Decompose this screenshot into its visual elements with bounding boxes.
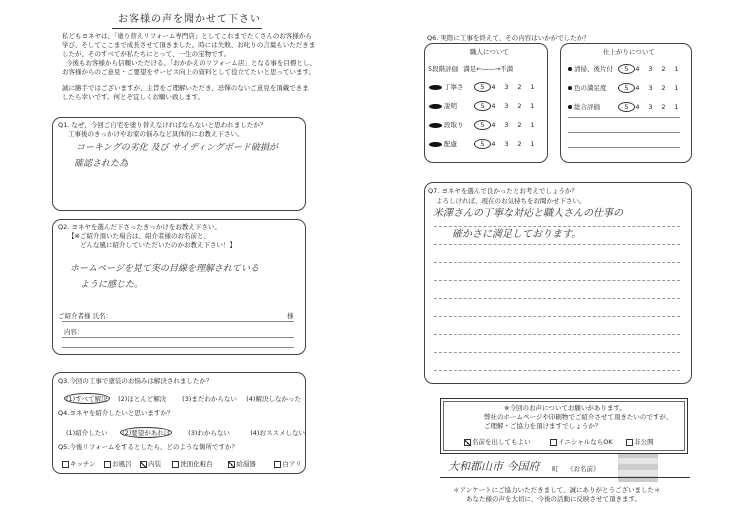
rating-option[interactable]: 2: [661, 65, 666, 73]
content-line: [62, 337, 294, 338]
honorific: 様: [287, 312, 294, 320]
rating-option[interactable]: [474, 120, 487, 130]
bullet-icon: [429, 85, 442, 90]
checkbox: [550, 439, 557, 446]
intro-line: したが、そのすべてが私たちにとって、一生の宝物です。: [62, 50, 231, 58]
bullet-icon: [568, 67, 572, 71]
writing-line: [434, 226, 680, 227]
q5-option-water-heater[interactable]: 給湯器: [228, 459, 272, 468]
checkbox: [62, 461, 69, 468]
bullet-icon: [429, 123, 442, 128]
q3-question: Q3.今回の工事で塗装のお悩みは解決されましたか？: [58, 377, 213, 385]
rating-label: 説明: [444, 102, 457, 110]
q3-option[interactable]: (2)ほとんど解決: [118, 395, 167, 403]
q5-option-termite[interactable]: 白アリ: [274, 459, 304, 468]
consent-text: 弊社のホームページや印刷物でご紹介させて頂きたいのですが、: [484, 413, 673, 421]
rating-option[interactable]: 2: [517, 121, 522, 129]
q2-question: Q2. ヨネヤを選んだ下さったきっかけをお教え下さい。: [58, 223, 221, 231]
footer-thanks: ＊アンケートにご協力いただきまして、誠にありがとうございました＊: [453, 486, 661, 494]
rating-row: [429, 101, 539, 111]
rating-option[interactable]: [618, 102, 631, 112]
rating-option[interactable]: 1: [530, 83, 535, 91]
rating-option[interactable]: 3: [648, 65, 653, 73]
intro-line: 誠に勝手ではございますが、主旨をご理解いただき、忌憚のないご意見を頂戴できま: [62, 84, 309, 92]
checkbox-checked: [464, 439, 471, 446]
rating-option[interactable]: 1: [674, 65, 679, 73]
q5-option-washstand[interactable]: 洗面化粧台: [172, 459, 226, 468]
rating-option[interactable]: 3: [504, 121, 509, 129]
q7-answer: 米澤さんの丁寧な対応と職人さんの仕事の: [433, 208, 623, 219]
introducer-line: [62, 321, 294, 322]
name-label: 《お名前》: [567, 465, 600, 473]
bullet-icon: [568, 86, 572, 90]
q5-option-bath[interactable]: お風呂: [104, 459, 138, 468]
q4-option[interactable]: (4)おススメしない: [250, 429, 305, 437]
selected-circle: 5: [474, 139, 491, 149]
rating-row: [568, 83, 683, 93]
q4-option[interactable]: (3)わからない: [188, 429, 230, 437]
q5-option-kitchen[interactable]: キッチン: [62, 459, 102, 468]
checkbox: [274, 461, 281, 468]
q5-options: [62, 459, 304, 468]
consent-options: [464, 437, 666, 446]
rating-option[interactable]: 2: [661, 84, 666, 92]
bullet-icon: [429, 142, 442, 147]
page-title: お客様の声を聞かせて下さい: [118, 14, 261, 25]
rating-option[interactable]: 4: [491, 102, 496, 110]
rating-label: 丁寧さ: [444, 83, 464, 91]
writing-line: [434, 334, 680, 335]
writing-line: [434, 244, 680, 245]
rating-option[interactable]: 4: [491, 121, 496, 129]
address-underline: [440, 477, 690, 478]
address-handwritten: 大和郡山市 今国府: [448, 460, 540, 473]
q1-question: Q1. なぜ、今回ご自宅を塗り替えなければならないと思われましたか？: [58, 121, 267, 129]
consent-title: ※今回のお声についてお願いがあります。: [504, 404, 626, 412]
rating-option[interactable]: [474, 101, 487, 111]
writing-line: [434, 298, 680, 299]
checkbox: [104, 461, 111, 468]
checkbox: [172, 461, 179, 468]
selected-circle: 5: [618, 83, 635, 93]
rating-label: 総合評価: [574, 103, 600, 111]
scale-arrow: ――→: [481, 65, 501, 73]
scale-label: 5段階評価: [428, 65, 459, 73]
finish-title: 仕上がりについて: [603, 48, 655, 56]
q7-question: Q7. ヨネヤを選んで良かったとお考えでしょうか？: [428, 187, 578, 195]
craftsman-title: 職人について: [470, 48, 509, 56]
rating-option[interactable]: 1: [530, 121, 535, 129]
selected-circle: 5: [474, 120, 491, 130]
rating-row: [568, 102, 683, 112]
rating-option[interactable]: [618, 64, 631, 74]
rating-option[interactable]: 1: [674, 84, 679, 92]
rating-option[interactable]: 4: [635, 103, 640, 111]
satisfied-label: 満足←: [463, 65, 482, 73]
q3-option[interactable]: (3)まだわからない: [182, 395, 237, 403]
selected-circle: (1)すべて解決: [66, 395, 108, 403]
q4-options: [66, 427, 310, 438]
q5-option-interior[interactable]: 内装: [140, 459, 170, 468]
rating-option[interactable]: 3: [648, 84, 653, 92]
rating-option[interactable]: 3: [504, 83, 509, 91]
scale-header: [428, 64, 513, 73]
rating-label: 配慮: [444, 140, 457, 148]
selected-circle: 5: [474, 82, 491, 92]
rating-option[interactable]: 4: [635, 84, 640, 92]
q3-option-selected[interactable]: [64, 393, 116, 404]
rating-option[interactable]: [618, 83, 631, 93]
writing-line: [434, 370, 680, 371]
rating-row: [429, 139, 539, 149]
writing-line: [434, 280, 680, 281]
consent-option-initial[interactable]: イニシャルならOK: [550, 437, 624, 446]
q2-subtext: 【※ご紹介頂いた場合は、紹介者様のお名前と、: [68, 232, 210, 240]
intro-line: お客様からのご意見・ご要望をサービス向上の資料として役立てたいと思っています。: [62, 68, 315, 76]
bullet-icon: [429, 104, 442, 109]
q2-answer: ように感じた。: [80, 280, 144, 290]
finish-blank-line: [568, 117, 680, 118]
finish-blank-line: [568, 147, 680, 148]
q4-option[interactable]: (1)紹介したい: [66, 429, 108, 437]
content-label: 内容：: [64, 328, 84, 336]
q7-answer: 確かさに満足しております。: [452, 229, 582, 240]
writing-line: [434, 262, 680, 263]
rating-label: 色の満足度: [574, 84, 607, 92]
rating-option[interactable]: 2: [517, 83, 522, 91]
bullet-icon: [568, 105, 572, 109]
q2-subtext: どんな風に紹介していただいたのかお教え下さい！】: [80, 241, 236, 249]
consent-option-private[interactable]: 非公開: [626, 437, 666, 446]
selected-circle: 5: [618, 64, 635, 74]
rating-option[interactable]: 3: [504, 140, 509, 148]
q6-question: Q6. 実際に工事を終えて、その内容はいかがでしたか？: [427, 34, 590, 42]
intro-line: 今後もお客様から信頼いただける、「おかかえのリフォーム店」となる事を目標とし、: [66, 59, 316, 67]
rating-option[interactable]: 1: [530, 140, 535, 148]
q2-answer: ホームページを見て実の目線を理解されている: [70, 264, 259, 274]
q5-question: Q5.今後リフォームをするとしたら、どのような箇所ですか？: [58, 443, 238, 451]
writing-line: [434, 352, 680, 353]
rating-option[interactable]: 4: [491, 140, 496, 148]
rating-label: 清掃、後片付: [574, 65, 613, 73]
content-line: [62, 347, 294, 348]
q1-subtext: 工事後のきっかけやお家の悩みなど具体的にお教え下さい。: [68, 130, 244, 138]
rating-option[interactable]: [474, 139, 487, 149]
rating-label: 段取り: [444, 121, 464, 129]
checkbox-checked: [140, 461, 147, 468]
intro-line: 学び、そしてここまで成長させて頂きました。時には失敗、お叱りの言葉もいただきま: [62, 41, 316, 49]
footer-note: あなた様の声を大切に、今後の活動に反映させて頂きます。: [466, 495, 641, 503]
unsatisfied-label: 不満: [500, 65, 514, 73]
introducer-label: ご紹介者様 氏名：: [58, 312, 113, 320]
rating-row: [429, 120, 539, 130]
rating-option[interactable]: 4: [491, 83, 496, 91]
rating-option[interactable]: 4: [635, 65, 640, 73]
q4-question: Q4.ヨネヤを紹介したいと思いますか？: [58, 409, 174, 417]
finish-blank-line: [568, 132, 680, 133]
selected-circle: 5: [618, 102, 635, 112]
rating-option[interactable]: [474, 82, 487, 92]
rating-option[interactable]: 2: [661, 103, 666, 111]
q3-options: [64, 393, 306, 404]
rating-option[interactable]: 1: [530, 102, 535, 110]
consent-option-name-ok[interactable]: 名前を出してもよい: [464, 437, 548, 446]
rating-row: [429, 82, 539, 92]
rating-option[interactable]: 2: [517, 140, 522, 148]
rating-option[interactable]: 2: [517, 102, 522, 110]
q3-option[interactable]: (4)解決しなかった: [246, 395, 301, 403]
intro-line: 私どもヨネヤは、「塗り替えリフォーム専門店」としてこれまでたくさんのお客様から: [62, 32, 312, 40]
checkbox: [626, 439, 633, 446]
selected-circle: 5: [474, 101, 491, 111]
q1-answer: コーキングの劣化 及び サイディングボード破損が: [76, 143, 278, 153]
cho-label: 町: [552, 465, 559, 473]
intro-line: したら幸いです。何とぞ宜しくお願い致します。: [62, 93, 204, 101]
q4-option-selected[interactable]: [120, 427, 186, 438]
title-underline: [112, 28, 262, 29]
checkbox-checked: [228, 461, 235, 468]
rating-row: [568, 64, 683, 74]
q1-answer: 確認された為: [74, 159, 129, 169]
consent-text: ご理解・ご協力を頂けますでしょうか？: [484, 422, 602, 430]
writing-line: [434, 316, 680, 317]
rating-option[interactable]: 3: [504, 102, 509, 110]
selected-circle: (2)要望があれば: [122, 429, 171, 437]
q7-subtext: よろしければ、現在のお気持ちをお聞かせ下さい。: [436, 197, 586, 205]
rating-option[interactable]: 1: [674, 103, 679, 111]
rating-option[interactable]: 3: [648, 103, 653, 111]
